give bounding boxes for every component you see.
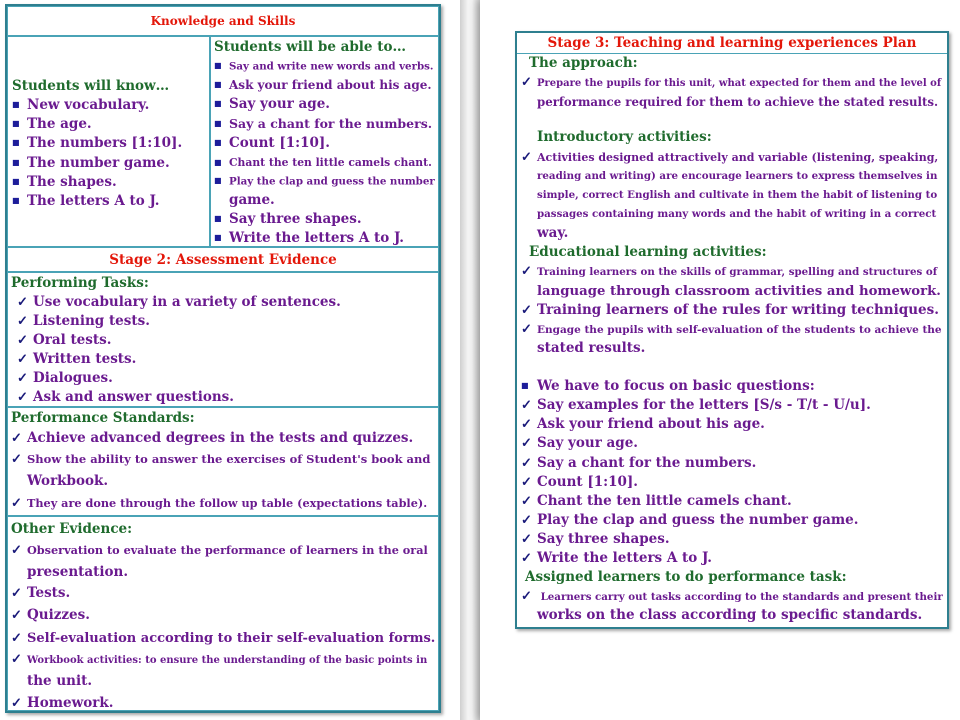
knowledge-skills-header: [7, 6, 439, 36]
performing-item: ✓ Dialogues.: [17, 370, 113, 386]
square-bullet-icon: ■: [12, 99, 20, 109]
other-item: ✓ Workbook activities: to ensure the understanding of the basic points in: [11, 652, 428, 667]
check-icon: ✓: [11, 631, 22, 646]
able-item: ■ Chant the ten little camels chant.: [214, 153, 432, 173]
approach-line: ✓ Prepare the pupils for this unit, what expected for them and the level of: [521, 75, 942, 90]
assigned-title: Assigned learners to do performance task:: [525, 569, 847, 585]
square-bullet-icon: ■: [12, 176, 20, 186]
assigned-line: ✓ Learners carry out tasks according to the standards and present their: [521, 589, 943, 604]
check-icon: ✓: [521, 303, 532, 318]
approach-title: The approach:: [529, 55, 638, 71]
square-bullet-icon: ■: [214, 175, 222, 185]
stage2-header: [7, 247, 439, 272]
performing-item: ✓ Written tests.: [17, 351, 137, 367]
check-icon: ✓: [11, 586, 22, 601]
performing-tasks-cell: [7, 272, 439, 407]
check-icon: ✓: [11, 652, 22, 667]
intro-line-cont: passages containing many words and the habit of writing in a correct: [537, 208, 937, 220]
check-icon: ✓: [11, 543, 22, 558]
square-bullet-icon: ■: [12, 157, 20, 167]
check-icon: ✓: [521, 417, 532, 432]
check-icon: ✓: [521, 475, 532, 490]
check-icon: ✓: [521, 398, 532, 413]
other-item-cont: the unit.: [27, 673, 93, 689]
edu-line: ✓ Training learners on the skills of grammar, spelling and structures of: [521, 264, 938, 279]
able-item: ■ Count [1:10].: [214, 135, 330, 151]
check-icon: ✓: [521, 589, 532, 604]
other-item: ✓ Observation to evaluate the performance of learners in the oral: [11, 543, 428, 558]
know-item: ■ The letters A to J.: [12, 193, 160, 209]
square-bullet-icon: ■: [214, 213, 222, 223]
other-item-cont: presentation.: [27, 564, 129, 580]
other-title: Other Evidence:: [11, 521, 133, 537]
able-title: Students will be able to…: [214, 39, 406, 55]
performing-item: ✓ Use vocabulary in a variety of sentences.: [17, 294, 341, 310]
check-icon: ✓: [11, 496, 22, 511]
know-item: ■ New vocabulary.: [12, 97, 150, 113]
know-title: Students will know…: [12, 78, 170, 94]
performing-item: ✓ Ask and answer questions.: [17, 389, 234, 405]
square-bullet-icon: ■: [12, 137, 20, 147]
check-icon: ✓: [521, 436, 532, 451]
check-icon: ✓: [521, 75, 532, 90]
check-icon: ✓: [17, 371, 28, 386]
know-item: ■ The numbers [1:10].: [12, 135, 183, 151]
square-bullet-icon: ■: [214, 118, 222, 128]
other-item: ✓ Homework.: [11, 695, 114, 711]
edu-line: ✓ Training learners of the rules for writing techniques.: [521, 302, 939, 318]
check-icon: ✓: [521, 513, 532, 528]
focus-item: ✓ Write the letters A to J.: [521, 550, 713, 566]
square-bullet-icon: ■: [214, 232, 222, 242]
standards-title: Performance Standards:: [11, 410, 195, 426]
check-icon: ✓: [11, 431, 22, 446]
focus-item: ✓ Ask your friend about his age.: [521, 416, 765, 432]
intro-title: Introductory activities:: [537, 129, 712, 145]
assigned-line-cont: works on the class according to specific standards.: [537, 607, 923, 623]
edu-line-cont: stated results.: [537, 340, 646, 356]
square-bullet-icon: ■: [12, 195, 20, 205]
check-icon: ✓: [17, 352, 28, 367]
stage3-box: [515, 31, 949, 629]
students-able-cell: [210, 36, 439, 247]
square-bullet-icon: ■: [214, 137, 222, 147]
focus-item: ✓ Play the clap and guess the number game.: [521, 512, 859, 528]
check-icon: ✓: [521, 150, 532, 165]
check-icon: ✓: [521, 264, 532, 279]
check-icon: ✓: [11, 452, 22, 467]
stage3-header: [517, 33, 947, 54]
focus-item: ✓ Say your age.: [521, 435, 638, 451]
able-item: ■ Say a chant for the numbers.: [214, 116, 433, 131]
intro-line: ✓ Activities designed attractively and variable (listening, speaking,: [521, 150, 939, 165]
students-will-know-cell: [7, 36, 210, 247]
check-icon: ✓: [17, 295, 28, 310]
able-item: ■ Write the letters A to J.: [214, 230, 405, 246]
edu-line-cont: language through classroom activities and homework.: [537, 284, 941, 299]
know-item: ■ The number game.: [12, 155, 170, 171]
able-item-cont: game.: [229, 192, 275, 208]
assessment-table: [5, 4, 441, 713]
standards-item: ✓ Achieve advanced degrees in the tests and quizzes.: [11, 430, 414, 446]
standards-item: ✓ They are done through the follow up table (expectations table).: [11, 496, 428, 511]
square-bullet-icon: ■: [214, 79, 222, 89]
square-bullet-icon: ■: [521, 380, 529, 390]
performing-item: ✓ Listening tests.: [17, 313, 150, 329]
check-icon: ✓: [521, 494, 532, 509]
check-icon: ✓: [11, 608, 22, 623]
performance-standards-cell: [7, 407, 439, 516]
check-icon: ✓: [521, 456, 532, 471]
focus-item: ✓ Say examples for the letters [S/s - T/t - U/u].: [521, 397, 871, 413]
focus-item: ✓ Chant the ten little camels chant.: [521, 493, 792, 509]
standards-item: ✓ Show the ability to answer the exercises of Student's book and: [11, 452, 431, 467]
square-bullet-icon: ■: [214, 156, 222, 167]
focus-item: ✓ Count [1:10].: [521, 474, 638, 490]
performing-item: ✓ Oral tests.: [17, 332, 112, 348]
check-icon: ✓: [17, 390, 28, 405]
other-item: ✓ Quizzes.: [11, 607, 90, 623]
square-bullet-icon: ■: [214, 60, 222, 70]
check-icon: ✓: [521, 532, 532, 547]
able-item: ■ Ask your friend about his age.: [214, 76, 432, 95]
stage3-header-text: Stage 3: Teaching and learning experiences Plan: [547, 35, 917, 51]
intro-line-cont: reading and writing) are encourage learners to express themselves in: [537, 170, 938, 182]
focus-item: ✓ Say three shapes.: [521, 531, 670, 547]
other-evidence-cell: [7, 516, 439, 711]
check-icon: ✓: [521, 551, 532, 566]
check-icon: ✓: [17, 333, 28, 348]
approach-line-cont: performance required for them to achieve the stated results.: [537, 95, 939, 109]
performing-title: Performing Tasks:: [11, 275, 149, 291]
page-gutter: [460, 0, 480, 720]
intro-line-cont: simple, correct English and cultivate in them the habit of listening to: [537, 189, 938, 201]
know-item: ■ The shapes.: [12, 174, 117, 190]
focus-line: ■ We have to focus on basic questions:: [521, 378, 815, 394]
other-item: ✓ Tests.: [11, 585, 71, 601]
focus-item: ✓ Say a chant for the numbers.: [521, 455, 757, 471]
able-item: ■ Say and write new words and verbs.: [214, 57, 434, 77]
square-bullet-icon: ■: [214, 98, 222, 108]
edu-line: ✓ Engage the pupils with self-evaluation of the students to achieve the: [521, 322, 942, 337]
check-icon: ✓: [11, 696, 22, 711]
able-item: ■ Play the clap and guess the number: [214, 172, 435, 192]
square-bullet-icon: ■: [12, 118, 20, 128]
other-item: ✓ Self-evaluation according to their self-evaluation forms.: [11, 631, 436, 646]
knowledge-skills-header-text: Knowledge and Skills: [150, 14, 296, 28]
know-item: ■ The age.: [12, 116, 92, 132]
check-icon: ✓: [521, 322, 532, 337]
intro-line-cont: way.: [537, 225, 569, 241]
check-icon: ✓: [17, 314, 28, 329]
standards-item-cont: Workbook.: [27, 473, 109, 489]
able-item: ■ Say three shapes.: [214, 211, 362, 227]
able-item: ■ Say your age.: [214, 96, 330, 112]
edu-title: Educational learning activities:: [529, 244, 767, 260]
stage2-header-text: Stage 2: Assessment Evidence: [109, 251, 337, 268]
